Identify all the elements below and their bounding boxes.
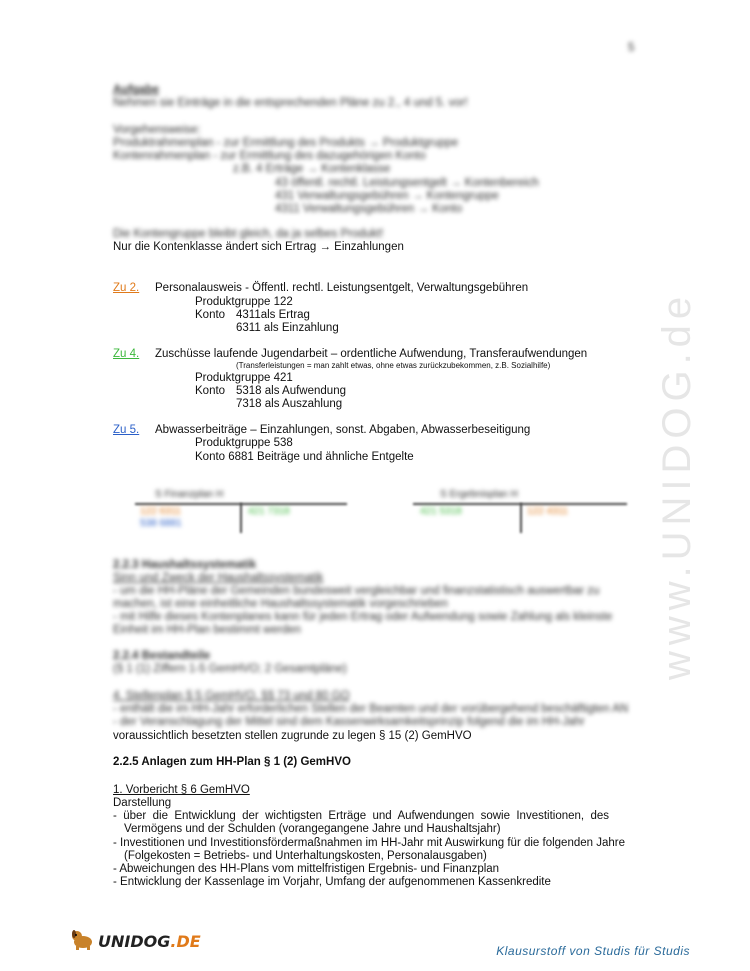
blurred-line: Sinn und Zweck der Haushaltssystematik xyxy=(113,572,324,584)
bullet-investitionen-cont: (Folgekosten = Betriebs- und Unterhaltungskosten, Personalausgaben) xyxy=(124,850,487,862)
watermark: www.UNIDOG.de xyxy=(655,290,699,680)
blurred-line: - enthält die im HH-Jahr erforderlichen Stellen der Beamten und der vorübergehend beschäftigten AN xyxy=(113,703,629,715)
page-number: 5 xyxy=(628,42,635,54)
t-account-vline xyxy=(520,503,522,533)
blurred-line: 4311 Verwaltungsgebühren → Konto xyxy=(275,203,463,215)
blurred-line: machen, ist eine einheitliche Haushaltssystematik vorgeschrieben xyxy=(113,598,448,610)
blurred-line: Vorgehensweise: xyxy=(113,124,201,136)
blurred-line: - mit Hilfe dieses Kontenplanes kann für jeden Ertrag oder Aufwendung sowie Zahlung als kleinste xyxy=(113,611,613,623)
blurred-line: z.B. 4 Erträge → Kontenklasse xyxy=(233,163,391,175)
blurred-line: - der Veranschlagung der Mittel sind dem Kassenwirksamkeitsprinzip folgend die im HH-Jahr xyxy=(113,716,585,728)
bullet-kassenlage: - Entwicklung der Kassenlage im Vorjahr, Umfang der aufgenommenen Kassenkredite xyxy=(113,876,551,888)
zu2-konto-label: Konto xyxy=(195,309,226,321)
kontenklasse-note: Nur die Kontenklasse ändert sich Ertrag → Einzahlungen xyxy=(113,241,404,253)
blurred-line: Nehmen sie Einträge in die entsprechenden Pläne zu 2., 4 und 5. vor! xyxy=(113,97,468,109)
zu2-konto-einzahlung: 6311 als Einzahlung xyxy=(236,322,339,334)
t-account-entry: 538 6881 xyxy=(140,518,182,529)
blurred-heading: 2.2.4 Bestandteile xyxy=(113,650,211,662)
t-account-entry: 421 5318 xyxy=(420,506,462,517)
bullet-entwicklung-cont: Vermögens und der Schulden (vorangegangene Jahre und Haushaltsjahr) xyxy=(124,823,501,835)
t-account-vline xyxy=(240,503,242,533)
t-account-header: S Finanzplan H xyxy=(155,489,224,500)
t-account-entry: 421 7318 xyxy=(248,506,290,517)
blurred-line: Die Kontengruppe bleibt gleich, da ja selbes Produkt! xyxy=(113,228,384,240)
dog-logo-icon xyxy=(70,928,96,950)
blurred-line: 43 öffentl. rechtl. Leistungsentgelt → Kontenbereich xyxy=(275,177,539,189)
t-account-entry: 122 6311 xyxy=(140,506,181,517)
zu5-title: Abwasserbeiträge – Einzahlungen, sonst. Abgaben, Abwasserbeseitigung xyxy=(155,424,531,436)
zu5-link[interactable]: Zu 5. xyxy=(113,424,140,436)
zu4-title: Zuschüsse laufende Jugendarbeit – ordentliche Aufwendung, Transferaufwendungen xyxy=(155,348,588,360)
vorbericht-heading: 1. Vorbericht § 6 GemHVO xyxy=(113,784,250,796)
zu5-produktgruppe: Produktgruppe 538 xyxy=(195,437,293,449)
zu4-konto-label: Konto xyxy=(195,385,226,397)
zu2-konto-ertrag: 4311als Ertrag xyxy=(236,309,310,321)
zu5-konto: Konto 6881 Beiträge und ähnliche Entgelte xyxy=(195,451,414,463)
zu2-produktgruppe: Produktgruppe 122 xyxy=(195,296,293,308)
zu4-konto-auszahlung: 7318 als Auszahlung xyxy=(236,398,343,410)
blurred-line: - um die HH-Pläne der Gemeinden bundesweit vergleichbar und finanzstatistisch auswertbar zu xyxy=(113,585,600,597)
logo-tld: .DE xyxy=(170,932,201,951)
blurred-line: 4. Stellenplan § 5 GemHVO, §§ 73 und 80 GO xyxy=(113,690,350,702)
blurred-heading: Aufgabe xyxy=(113,84,159,96)
bullet-investitionen: - Investitionen und Investitionsfördermaßnahmen im HH-Jahr mit Auswirkung für die folgenden Jahre xyxy=(113,837,625,849)
bullet-abweichungen: - Abweichungen des HH-Plans vom mittelfristigen Ergebnis- und Finanzplan xyxy=(113,863,500,875)
t-account-header: S Ergebnisplan H xyxy=(440,489,518,500)
zu4-produktgruppe: Produktgruppe 421 xyxy=(195,372,293,384)
blurred-line: Produktrahmenplan - zur Ermittlung des Produkts → Produktgruppe xyxy=(113,137,459,149)
blurred-line: (§ 1 (1) Ziffern 1-5 GemHVO; 2 Gesamtpläne) xyxy=(113,663,347,675)
zu4-konto-aufwendung: 5318 als Aufwendung xyxy=(236,385,346,397)
unidog-logo[interactable] xyxy=(98,932,201,951)
zu4-note: (Transferleistungen = man zahlt etwas, ohne etwas zurückzubekommen, z.B. Sozialhilfe) xyxy=(236,361,551,370)
blurred-line: Einheit im HH-Plan bestimmt werden xyxy=(113,624,301,636)
footer-tagline: Klausurstoff von Studis für Studis xyxy=(496,944,690,958)
anlagen-heading: 2.2.5 Anlagen zum HH-Plan § 1 (2) GemHVO xyxy=(113,756,351,768)
stellenplan-end: voraussichtlich besetzten stellen zugrunde zu legen § 15 (2) GemHVO xyxy=(113,730,472,742)
logo-main: UNIDOG xyxy=(98,932,171,951)
t-account-entry: 122 4311 xyxy=(527,506,568,517)
zu2-link[interactable]: Zu 2. xyxy=(113,282,140,294)
zu4-link[interactable]: Zu 4. xyxy=(113,348,140,360)
blurred-line: 431 Verwaltungsgebühren → Kontengruppe xyxy=(275,190,499,202)
bullet-entwicklung: - über die Entwicklung der wichtigsten Erträge und Aufwendungen sowie Investitionen, des xyxy=(113,810,610,822)
darstellung-label: Darstellung xyxy=(113,797,172,809)
blurred-line: Kontenrahmenplan - zur Ermittlung des dazugehörigen Konto xyxy=(113,150,426,162)
zu2-title: Personalausweis - Öffentl. rechtl. Leistungsentgelt, Verwaltungsgebühren xyxy=(155,282,529,294)
blurred-heading: 2.2.3 Haushaltssystematik xyxy=(113,559,257,571)
